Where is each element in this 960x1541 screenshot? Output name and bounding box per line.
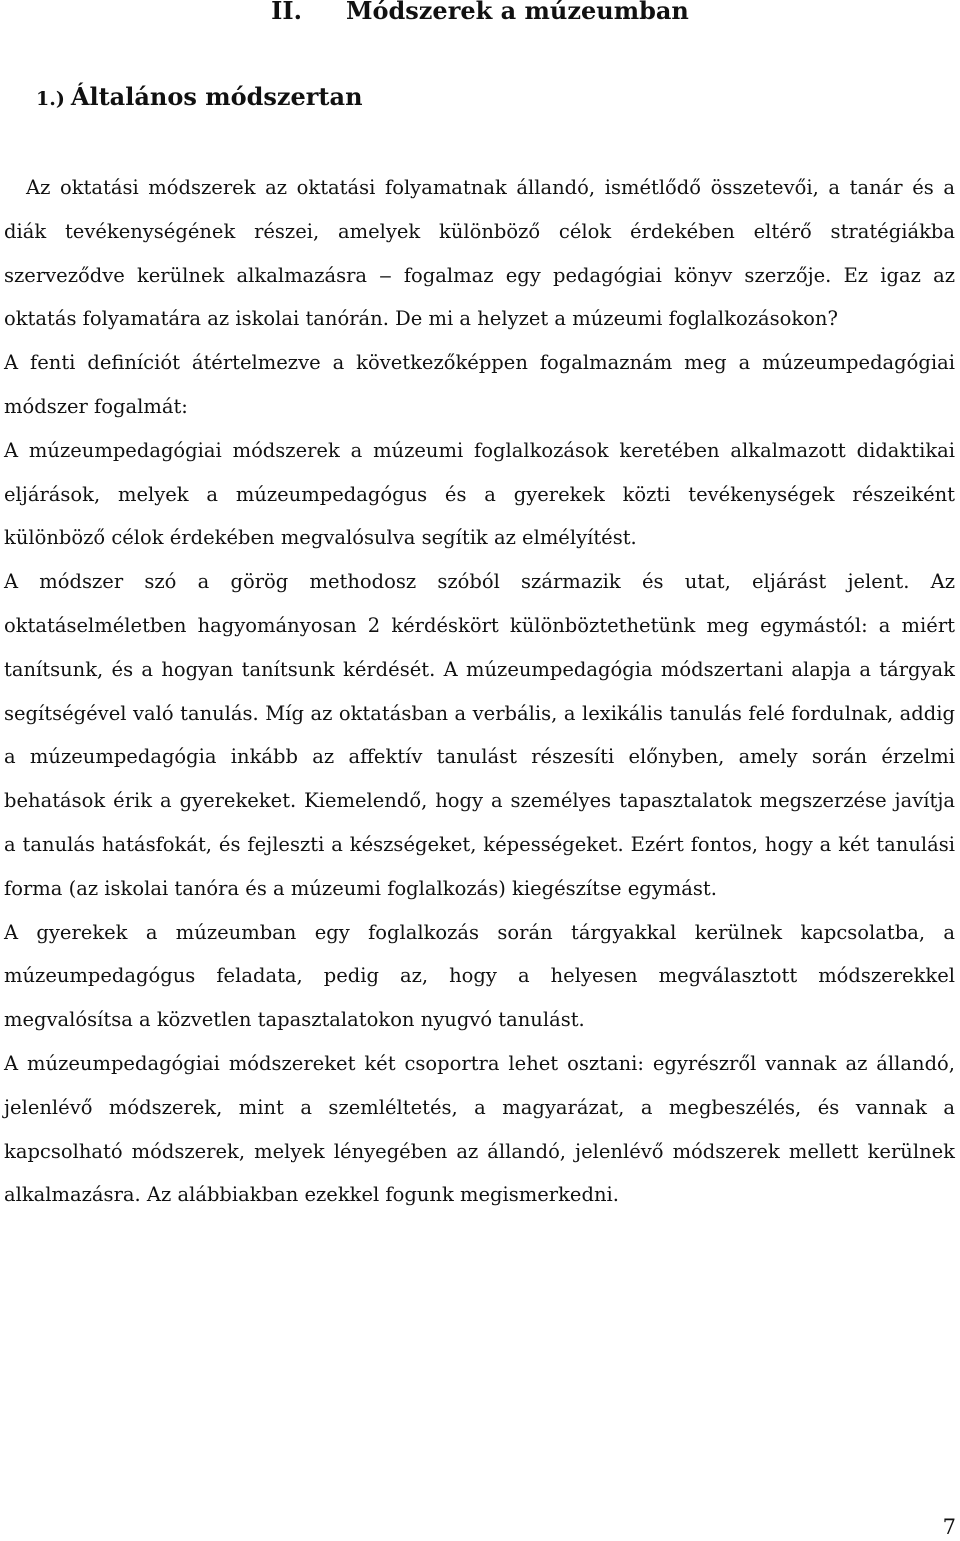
paragraph: Az oktatási módszerek az oktatási folyamatnak állandó, ismétlődő összetevői, a tanár és a diák tevékenységének részei, amelyek különböző célok érdekében eltérő stratégiákba szerveződve kerülnek alkalmazásra ‒ fogalmaz egy pedagógiai könyv szerzője. Ez igaz az oktatás folyamatára az iskolai tanórán. De mi a helyzet a múzeumi foglalkozásokon? <box>4 176 955 331</box>
paragraph: A módszer szó a görög methodosz szóból származik és utat, eljárást jelent. Az oktatáselméletben hagyományosan 2 kérdéskört különböztethetünk meg egymástól: a miért tanítsunk, és a hogyan tanítsunk kérdését. A múzeumpedagógia módszertani alapja a tárgyak segítségével való tanulás. Míg az oktatásban a verbális, a lexikális tanulás felé fordulnak, addig a múzeumpedagógia inkább az affektív tanulást részesíti előnyben, amely során érzelmi behatások érik a gyerekeket. Kiemelendő, hogy a személyes tapasztalatok megszerzése javítja a tanulás hatásfokát, és fejleszti a készségeket, képességeket. Ezért fontos, hogy a két tanulási forma (az iskolai tanóra és a múzeumi foglalkozás) kiegészítse egymást. <box>4 570 955 900</box>
page-number: 7 <box>942 1515 956 1539</box>
section-number: 1.) <box>36 88 65 110</box>
chapter-heading <box>0 0 960 28</box>
body-text <box>4 166 955 1217</box>
paragraph: A múzeumpedagógiai módszereket két csoportra lehet osztani: egyrészről vannak az állandó, jelenlévő módszerek, mint a szemléltetés, a magyarázat, a megbeszélés, és vannak a kapcsolható módszerek, melyek lényegében az állandó, jelenlévő módszerek mellett kerülnek alkalmazásra. Az alábbiakban ezekkel fogunk megismerkedni. <box>4 1051 955 1207</box>
paragraph: A gyerekek a múzeumban egy foglalkozás során tárgyakkal kerülnek kapcsolatba, a múzeumpedagógus feladata, pedig az, hogy a helyesen megválasztott módszerekkel megvalósítsa a közvetlen tapasztalatokon nyugvó tanulást. <box>4 920 955 1032</box>
chapter-title: Módszerek a múzeumban <box>345 0 689 25</box>
section-title: Általános módszertan <box>70 82 363 111</box>
section-heading <box>36 80 363 116</box>
paragraph: A fenti definíciót átértelmezve a következőképpen fogalmaznám meg a múzeumpedagógiai módszer fogalmát: <box>4 351 955 418</box>
paragraph: A múzeumpedagógiai módszerek a múzeumi foglalkozások keretében alkalmazott didaktikai eljárások, melyek a múzeumpedagógus és a gyerekek közti tevékenységek részeiként különböző célok érdekében megvalósulva segítik az elmélyítést. <box>4 438 955 550</box>
chapter-number: II. <box>271 0 302 25</box>
